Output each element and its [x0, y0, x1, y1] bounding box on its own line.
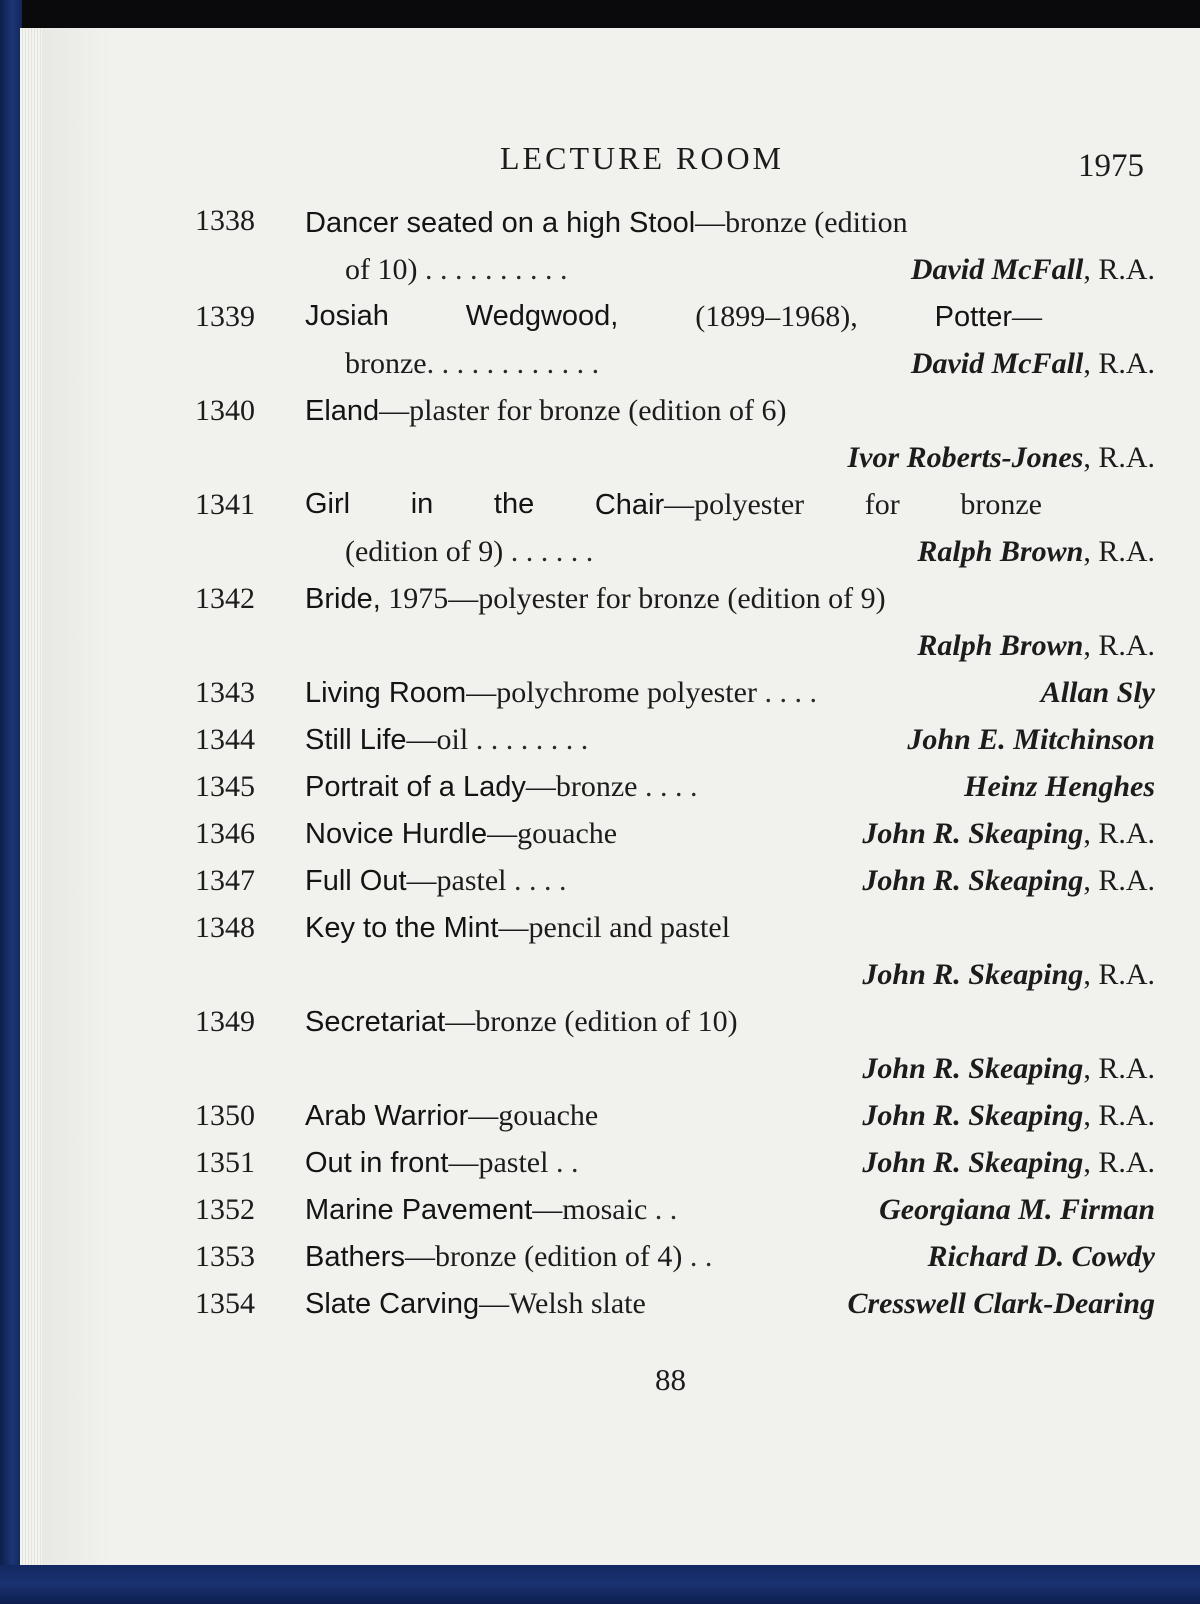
catalogue-entry: [305, 1240, 1155, 1286]
entry-description: —gouache: [468, 1099, 599, 1132]
catalogue-entry: [305, 1193, 1155, 1239]
page-heading: LECTURE ROOM: [500, 140, 784, 176]
entry-artist: Allan Sly: [1040, 676, 1155, 709]
artist-suffix: , R.A.: [1083, 1099, 1155, 1132]
dot-leaders: . . . . . . . . . . . .: [426, 347, 600, 380]
entry-title: Out in front: [305, 1147, 449, 1179]
entry-title: Eland: [305, 395, 380, 427]
entry-description: —oil: [406, 723, 469, 756]
entry-number: 1351: [195, 1146, 255, 1179]
artist-suffix: , R.A.: [1083, 441, 1155, 474]
artist-suffix: , R.A.: [1083, 817, 1155, 850]
entry-title-word: Wedgwood,: [465, 300, 619, 332]
entry-description: —polyester: [664, 488, 805, 521]
entry-title-word: the: [493, 488, 535, 520]
entry-number: 1342: [195, 582, 255, 615]
entry-title: Novice Hurdle: [305, 818, 488, 850]
entry-number: 1347: [195, 864, 255, 897]
catalogue-entry: [305, 676, 1155, 722]
entry-number: 1346: [195, 817, 255, 850]
artist-suffix: , R.A.: [1083, 347, 1155, 380]
catalogue-entry-continuation: [305, 629, 1155, 675]
entry-artist: David McFall: [910, 253, 1084, 286]
artist-suffix: , R.A.: [1083, 253, 1155, 286]
entry-description: —bronze (edition of 4): [404, 1240, 683, 1273]
catalogue-entry: [305, 394, 1155, 440]
entry-number: 1348: [195, 911, 255, 944]
catalogue-entry: [305, 582, 1155, 628]
entry-number: 1341: [195, 488, 255, 521]
entry-description: —pastel: [448, 1146, 549, 1179]
catalogue-entry: [305, 864, 1155, 910]
entry-artist: John R. Skeaping: [862, 1052, 1084, 1085]
entry-artist: David McFall: [910, 347, 1084, 380]
entry-description: —gouache: [487, 817, 618, 850]
catalogue-entry-continuation: [305, 441, 1155, 487]
page-edges: [20, 28, 44, 1568]
artist-suffix: , R.A.: [1083, 1146, 1155, 1179]
entry-number: 1350: [195, 1099, 255, 1132]
entry-number: 1339: [195, 300, 255, 333]
entry-number: 1353: [195, 1240, 255, 1273]
catalogue-entry: [305, 1146, 1155, 1192]
entry-title-word: Chair: [594, 489, 665, 521]
entry-description: 1975—polyester for bronze (edition of 9): [380, 582, 886, 615]
entry-artist: Richard D. Cowdy: [927, 1240, 1155, 1273]
entry-artist: Cresswell Clark-Dearing: [847, 1287, 1155, 1320]
entry-artist: John R. Skeaping: [862, 958, 1084, 991]
catalogue-entry: [305, 300, 1042, 346]
catalogue-entry: [305, 1099, 1155, 1145]
entry-title-word: Potter: [934, 301, 1012, 333]
page-year: 1975: [1078, 148, 1144, 184]
entry-description: for: [864, 488, 900, 521]
catalogue-entry-continuation: [305, 253, 1155, 299]
catalogue-entry: [305, 1287, 1155, 1333]
entry-artist: John R. Skeaping: [862, 864, 1084, 897]
catalogue-entry: [305, 911, 1155, 957]
entry-title: Marine Pavement: [305, 1194, 533, 1226]
catalogue-entry: [305, 770, 1155, 816]
entry-artist: Ivor Roberts-Jones: [847, 441, 1084, 474]
entry-artist: John R. Skeaping: [862, 1099, 1084, 1132]
dot-leaders: . . . . . . . .: [468, 723, 589, 756]
entry-description: (1899–1968),: [695, 300, 858, 333]
entry-title-word: in: [410, 488, 434, 520]
catalogue-entry: [305, 206, 1155, 252]
catalogue-entry: [305, 723, 1155, 769]
artist-suffix: , R.A.: [1083, 958, 1155, 991]
dot-leaders: . . . .: [506, 864, 567, 897]
entry-title-word: Josiah: [305, 300, 389, 332]
entry-artist: John R. Skeaping: [862, 817, 1084, 850]
entry-number: 1343: [195, 676, 255, 709]
entry-number: 1344: [195, 723, 255, 756]
entry-artist: Ralph Brown: [917, 535, 1084, 568]
entry-description: —mosaic: [532, 1193, 648, 1226]
entry-artist: Heinz Henghes: [964, 770, 1155, 803]
entry-description: of 10): [345, 253, 418, 286]
entry-title: Portrait of a Lady: [305, 771, 526, 803]
dot-leaders: . .: [548, 1146, 579, 1179]
entry-artist: Georgiana M. Firman: [879, 1193, 1155, 1226]
dot-leaders: . . . . . . . . . .: [424, 253, 568, 286]
catalogue-entry-continuation: [305, 347, 1155, 393]
entry-artist: John E. Mitchinson: [907, 723, 1155, 756]
entry-description: —pastel: [406, 864, 507, 897]
artist-suffix: , R.A.: [1083, 535, 1155, 568]
entry-description: —bronze (edition of 10): [445, 1005, 738, 1038]
artist-suffix: , R.A.: [1083, 1052, 1155, 1085]
artist-suffix: , R.A.: [1083, 629, 1155, 662]
catalogue-entry-continuation: [305, 958, 1155, 1004]
entry-description: bronze: [960, 488, 1042, 521]
entry-artist: Ralph Brown: [917, 629, 1084, 662]
entry-number: 1345: [195, 770, 255, 803]
entry-description: —polychrome polyester: [466, 676, 757, 709]
dot-leaders: . . . . . .: [510, 535, 594, 568]
entry-number: 1352: [195, 1193, 255, 1226]
entry-number: 1349: [195, 1005, 255, 1038]
entry-title: Key to the Mint: [305, 912, 499, 944]
entry-title-word: Girl: [305, 488, 351, 520]
entry-title: Slate Carving: [305, 1288, 480, 1320]
entry-number: 1354: [195, 1287, 255, 1320]
entry-title: Living Room: [305, 677, 467, 709]
catalogue-entry-continuation: [305, 535, 1155, 581]
book-cover-bottom: [0, 1565, 1200, 1604]
entry-title: Arab Warrior: [305, 1100, 469, 1132]
entry-artist: John R. Skeaping: [862, 1146, 1084, 1179]
entry-description: (edition of 9): [345, 535, 504, 568]
entry-description: —bronze (edition: [695, 206, 908, 239]
entry-description: —: [1011, 300, 1042, 333]
entry-title: Dancer seated on a high Stool: [305, 207, 696, 239]
entry-description: —plaster for bronze (edition of 6): [379, 394, 787, 427]
entry-description: —Welsh slate: [479, 1287, 646, 1320]
entry-title: Still Life: [305, 724, 407, 756]
dot-leaders: . . . .: [637, 770, 698, 803]
entry-number: 1338: [195, 204, 255, 237]
dot-leaders: . .: [647, 1193, 678, 1226]
book-cover-spine: [0, 0, 22, 1604]
entry-description: bronze: [345, 347, 427, 380]
entry-description: —pencil and pastel: [498, 911, 731, 944]
entry-title: Full Out: [305, 865, 407, 897]
entry-description: —bronze: [525, 770, 638, 803]
catalogue-entry: [305, 817, 1155, 863]
entry-number: 1340: [195, 394, 255, 427]
catalogue-entry: [305, 1005, 1155, 1051]
artist-suffix: , R.A.: [1083, 864, 1155, 897]
catalogue-entry-continuation: [305, 1052, 1155, 1098]
page-number: 88: [655, 1362, 686, 1397]
entry-title: Secretariat: [305, 1006, 446, 1038]
dot-leaders: . . . .: [756, 676, 817, 709]
dot-leaders: . .: [682, 1240, 713, 1273]
entry-title: Bride,: [305, 583, 381, 615]
catalogue-entry: [305, 488, 1042, 534]
entry-title: Bathers: [305, 1241, 405, 1273]
